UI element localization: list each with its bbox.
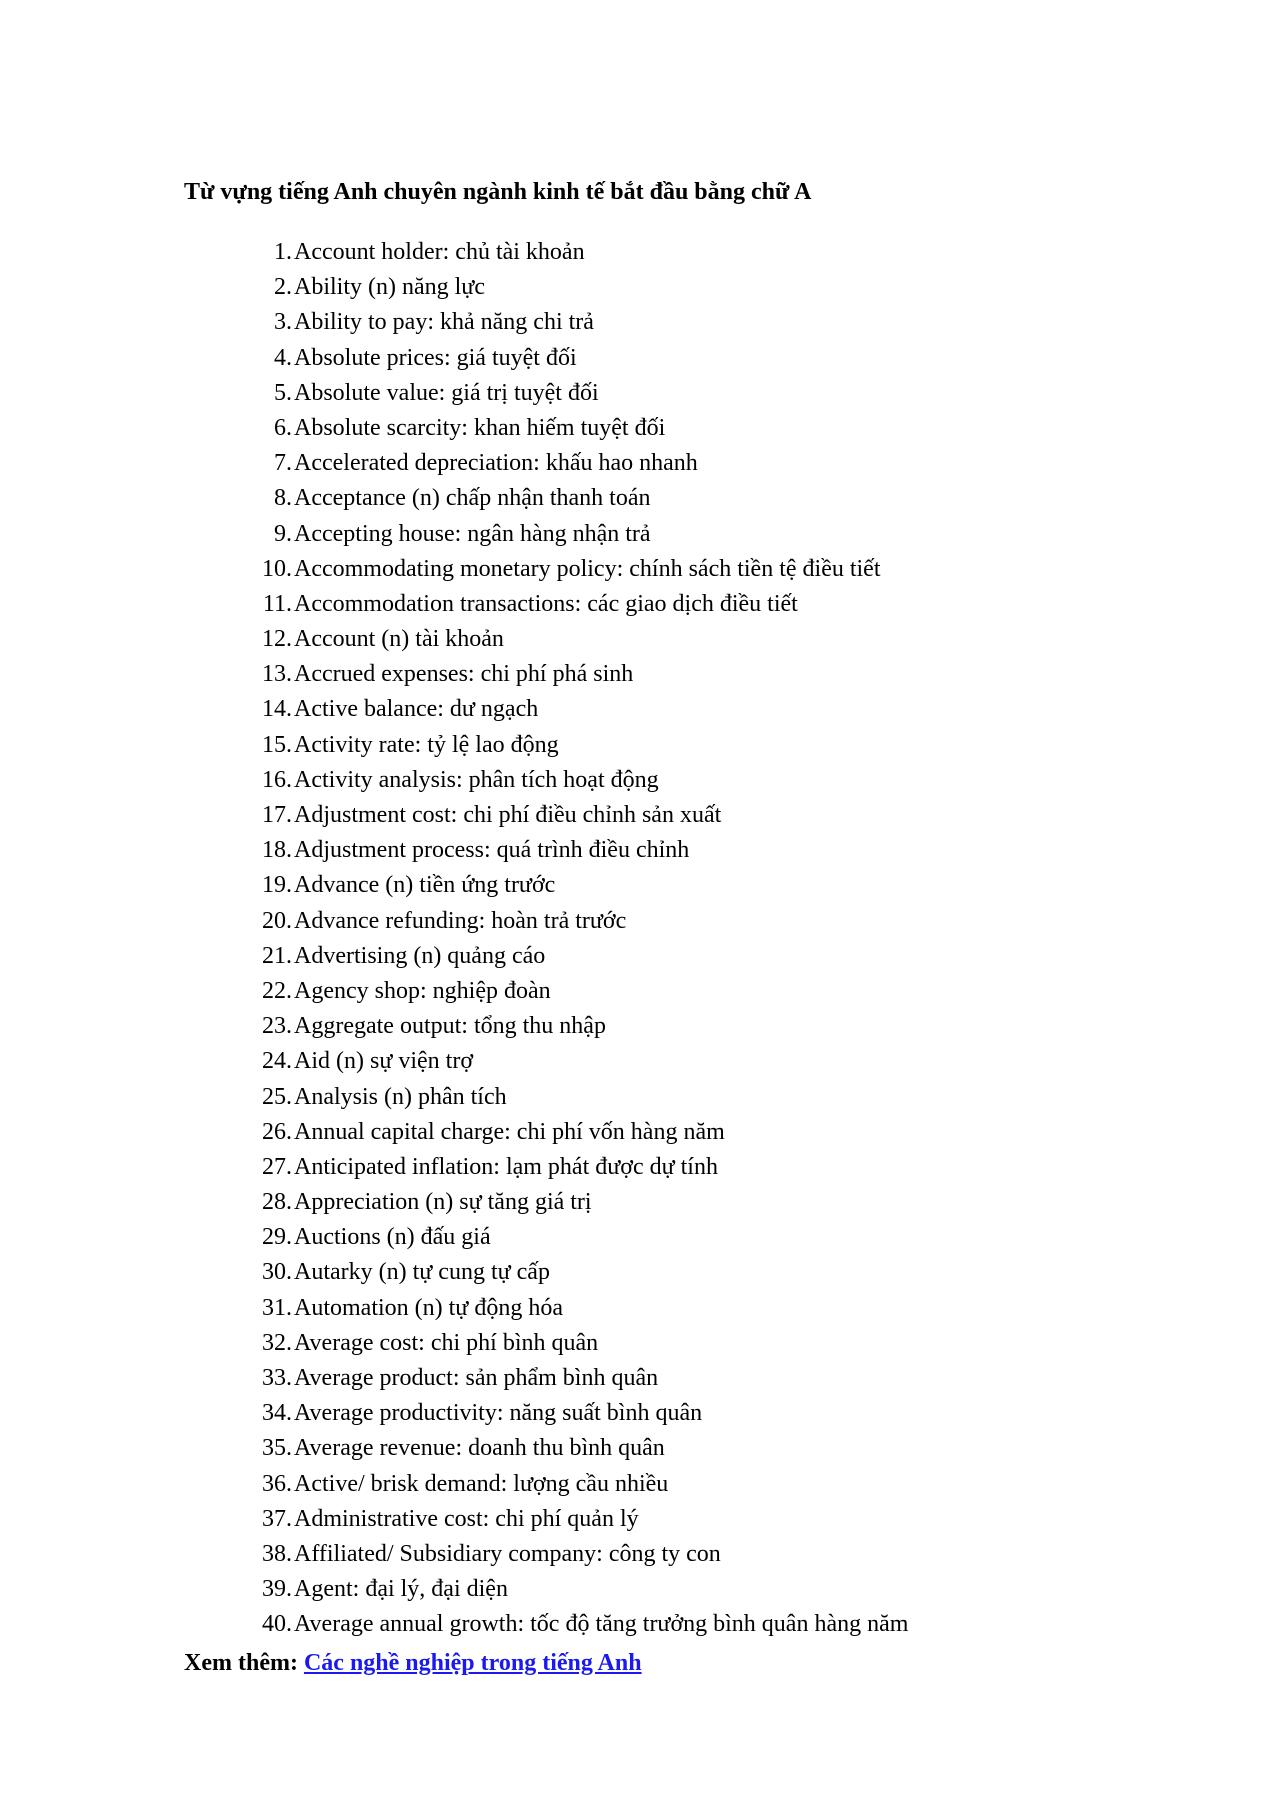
list-item-number: 27. [262, 1153, 292, 1180]
list-item-number: 24. [262, 1048, 292, 1075]
list-item-text: Activity rate: tỷ lệ lao động [294, 731, 559, 758]
list-item [252, 1433, 908, 1468]
list-item-text: Adjustment process: quá trình điều chỉnh [294, 837, 690, 864]
list-item [252, 659, 908, 694]
list-item-number: 17. [262, 802, 292, 828]
list-item [252, 483, 908, 518]
list-item-number: 37. [262, 1505, 292, 1532]
list-item-number: 19. [262, 872, 292, 899]
list-item [252, 1504, 908, 1539]
list-item-number: 11. [262, 590, 292, 617]
list-item [252, 1011, 908, 1046]
list-item-number: 8. [274, 485, 292, 512]
list-item-text: Accelerated depreciation: khấu hao nhanh [294, 450, 698, 477]
list-item-number: 21. [262, 942, 292, 969]
list-item-text: Annual capital charge: chi phí vốn hàng năm [294, 1118, 725, 1145]
list-item-text: Active balance: dư ngạch [294, 696, 539, 723]
list-item-text: Acceptance (n) chấp nhận thanh toán [294, 485, 651, 512]
list-item [252, 413, 908, 448]
list-item-number: 13. [262, 661, 292, 688]
list-item-text: Affiliated/ Subsidiary company: công ty con [294, 1540, 721, 1567]
list-item-text: Average annual growth: tốc độ tăng trưởng bình quân hàng năm [294, 1611, 909, 1638]
list-item-text: Accommodation transactions: các giao dịch điều tiết [294, 590, 798, 617]
list-item-number: 23. [262, 1013, 292, 1040]
list-item-number: 6. [274, 414, 292, 441]
list-item-text: Ability to pay: khả năng chi trả [294, 309, 594, 336]
list-item-number: 36. [262, 1470, 292, 1497]
list-item-number: 39. [262, 1576, 292, 1603]
list-item-text: Automation (n) tự động hóa [294, 1294, 563, 1321]
list-item-text: Analysis (n) phân tích [294, 1083, 507, 1110]
list-item [252, 800, 908, 835]
list-item-text: Accepting house: ngân hàng nhận trả [294, 520, 651, 547]
list-item [252, 448, 908, 483]
list-item-text: Advertising (n) quảng cáo [294, 942, 546, 969]
list-item-number: 26. [262, 1118, 292, 1145]
list-item-number: 18. [262, 837, 292, 864]
list-item [252, 1398, 908, 1433]
list-item [252, 1152, 908, 1187]
list-item [252, 941, 908, 976]
list-item [252, 1293, 908, 1328]
list-item-number: 29. [262, 1224, 292, 1251]
list-item [252, 343, 908, 378]
list-item [252, 519, 908, 554]
document-title: Từ vựng tiếng Anh chuyên ngành kinh tế bắt đầu bằng chữ A [184, 179, 812, 205]
list-item [252, 694, 908, 729]
list-item-number: 32. [262, 1329, 292, 1356]
list-item-text: Advance refunding: hoàn trả trước [294, 907, 627, 934]
list-item-number: 1. [274, 239, 292, 265]
list-item-number: 5. [274, 379, 292, 406]
list-item [252, 906, 908, 941]
list-item-number: 38. [262, 1540, 292, 1567]
list-item-text: Administrative cost: chi phí quản lý [294, 1505, 639, 1532]
list-item-text: Average cost: chi phí bình quân [294, 1329, 599, 1356]
list-item-text: Auctions (n) đấu giá [294, 1224, 491, 1251]
list-item [252, 1046, 908, 1081]
list-item [252, 589, 908, 624]
list-item-number: 10. [262, 555, 292, 582]
list-item-number: 22. [262, 977, 292, 1004]
list-item-text: Agent: đại lý, đại diện [294, 1576, 508, 1603]
list-item-text: Account holder: chủ tài khoản [294, 239, 585, 265]
list-item-number: 16. [262, 766, 292, 793]
list-item-number: 34. [262, 1400, 292, 1427]
list-item [252, 976, 908, 1011]
list-item-text: Agency shop: nghiệp đoàn [294, 977, 551, 1004]
list-item [252, 870, 908, 905]
list-item-text: Adjustment cost: chi phí điều chỉnh sản xuất [294, 802, 722, 828]
list-item-number: 40. [262, 1611, 292, 1638]
list-item-number: 25. [262, 1083, 292, 1110]
list-item-number: 20. [262, 907, 292, 934]
list-item-number: 7. [274, 450, 292, 477]
vocabulary-list [252, 237, 908, 1645]
list-item [252, 1082, 908, 1117]
list-item [252, 1469, 908, 1504]
list-item [252, 1187, 908, 1222]
list-item-text: Absolute value: giá trị tuyệt đối [294, 379, 599, 406]
list-item [252, 554, 908, 589]
see-more-line [184, 1648, 642, 1678]
list-item [252, 1609, 908, 1644]
list-item-text: Accrued expenses: chi phí phá sinh [294, 661, 634, 688]
list-item-number: 15. [262, 731, 292, 758]
list-item-text: Average revenue: doanh thu bình quân [294, 1435, 665, 1462]
list-item-text: Autarky (n) tự cung tự cấp [294, 1259, 550, 1286]
list-item [252, 307, 908, 342]
list-item-text: Advance (n) tiền ứng trước [294, 872, 556, 899]
list-item-text: Absolute scarcity: khan hiếm tuyệt đối [294, 414, 666, 441]
list-item-number: 12. [262, 626, 292, 653]
list-item [252, 765, 908, 800]
list-item-number: 14. [262, 696, 292, 723]
list-item-text: Aggregate output: tổng thu nhập [294, 1013, 606, 1040]
list-item-text: Account (n) tài khoản [294, 626, 504, 653]
list-item-text: Active/ brisk demand: lượng cầu nhiều [294, 1470, 669, 1497]
list-item [252, 1117, 908, 1152]
list-item-number: 9. [274, 520, 292, 547]
list-item [252, 378, 908, 413]
see-more-label: Xem thêm: [184, 1650, 298, 1676]
list-item [252, 1363, 908, 1398]
list-item-text: Activity analysis: phân tích hoạt động [294, 766, 659, 793]
list-item-number: 30. [262, 1259, 292, 1286]
list-item [252, 237, 908, 272]
list-item-text: Average productivity: năng suất bình quân [294, 1400, 703, 1427]
list-item [252, 272, 908, 307]
list-item [252, 624, 908, 659]
list-item-text: Anticipated inflation: lạm phát được dự tính [294, 1153, 718, 1180]
list-item-text: Average product: sản phẩm bình quân [294, 1365, 659, 1391]
list-item [252, 730, 908, 765]
list-item [252, 1539, 908, 1574]
list-item-text: Ability (n) năng lực [294, 274, 485, 301]
list-item-text: Appreciation (n) sự tăng giá trị [294, 1189, 592, 1216]
list-item-text: Aid (n) sự viện trợ [294, 1048, 474, 1075]
list-item-number: 28. [262, 1189, 292, 1216]
see-more-link[interactable]: Các nghề nghiệp trong tiếng Anh [303, 1650, 642, 1676]
list-item-number: 2. [274, 274, 292, 301]
list-item-text: Absolute prices: giá tuyệt đối [294, 344, 577, 371]
list-item [252, 1328, 908, 1363]
list-item-number: 31. [262, 1294, 292, 1321]
list-item-number: 35. [262, 1435, 292, 1462]
list-item-number: 4. [274, 344, 292, 371]
list-item-text: Accommodating monetary policy: chính sách tiền tệ điều tiết [294, 555, 881, 582]
list-item [252, 1222, 908, 1257]
list-item [252, 1574, 908, 1609]
list-item [252, 835, 908, 870]
list-item-number: 3. [274, 309, 292, 336]
list-item [252, 1257, 908, 1292]
list-item-number: 33. [262, 1365, 292, 1391]
